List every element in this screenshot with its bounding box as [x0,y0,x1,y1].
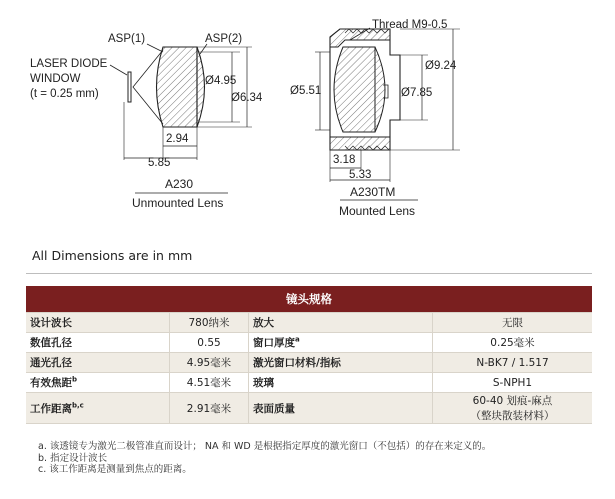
model-label-mounted: A230TM [350,185,396,199]
spec-value-line2: （整块散装材料） [470,410,555,422]
spec-value: S-NPH1 [433,373,593,393]
footnote-c: c. 该工作距离是测量到焦点的距离。 [38,464,192,475]
window-label-line3: (t = 0.25 mm) [30,88,99,100]
footnote-marker: b,c [72,401,84,409]
spec-value-line1: 60-40 划痕-麻点 [472,395,553,407]
lens-drawings [0,0,615,245]
spec-label: 有效焦距$^b$ [26,373,170,393]
unmounted-lens-drawing [110,44,252,193]
caption-label: Unmounted Lens [132,196,224,210]
table-row [26,353,592,373]
spec-value: 无限 [433,313,593,333]
spec-label: 通光孔径 [26,353,170,373]
table-row [26,313,592,333]
window-label-line1: LASER DIODE [30,58,108,70]
lens-body-shape [157,47,198,127]
spec-label: 窗口厚度$^a$ [249,333,433,353]
mounted-lens-drawing [315,28,460,200]
spec-label: 放大 [249,313,433,333]
spec-value: 4.95毫米 [170,353,249,373]
footnote-a: a. 该透镜专为激光二极管准直而设计； NA 和 WD 是根据指定厚度的激光窗口（不包括）的存在来定义的。 [38,441,492,452]
spec-value: 0.55 [170,333,249,353]
spec-label: 玻璃 [249,373,433,393]
lens-spec-table [26,286,592,424]
table-row [26,393,592,424]
spec-label: 设计波长 [26,313,170,333]
spec-label: 表面质量 [249,393,433,424]
spec-value: N-BK7 / 1.517 [433,353,593,373]
spec-label: 数值孔径 [26,333,170,353]
footnotes [38,441,491,476]
length2-label: 5.85 [148,157,171,169]
aperture-diameter-label: Ø4.95 [205,75,237,87]
table-row [26,333,592,353]
outer-diameter-label: Ø6.34 [231,92,263,104]
inner-diameter-label: Ø7.85 [401,87,433,99]
spec-value: 0.25毫米 [433,333,593,353]
length1-label: 2.94 [166,133,189,145]
footnote-marker: a [295,335,300,344]
spec-value: 2.91毫米 [170,393,249,424]
left-diameter-label: Ø5.51 [290,85,322,97]
table-row [26,373,592,393]
laser-window-shape [128,72,131,102]
model-label: A230 [165,177,194,191]
asp1-label: ASP(1) [108,33,146,45]
thread-label: Thread M9-0.5 [372,19,448,31]
length2-label-mounted: 5.33 [349,169,372,181]
spec-label: 工作距离$^{b,c}$ [26,393,170,424]
table-header-row [26,286,592,313]
spec-value: 780纳米 [170,313,249,333]
spec-value: 4.51毫米 [170,373,249,393]
footnote-marker: b [72,375,78,384]
asp2-label: ASP(2) [205,33,243,45]
outer-diameter-label-mounted: Ø9.24 [425,60,457,72]
spec-label: 激光窗口材料/指标 [249,353,433,373]
length1-label-mounted: 3.18 [333,154,356,166]
dimensions-note: All Dimensions are in mm [32,248,193,263]
window-label-line2: WINDOW [30,73,81,85]
footnote-b: b. 指定设计波长 [38,452,108,464]
separator-line [26,273,592,274]
table-title: 镜头规格 [26,286,592,313]
spec-value [433,393,593,424]
caption-label-mounted: Mounted Lens [339,204,416,218]
